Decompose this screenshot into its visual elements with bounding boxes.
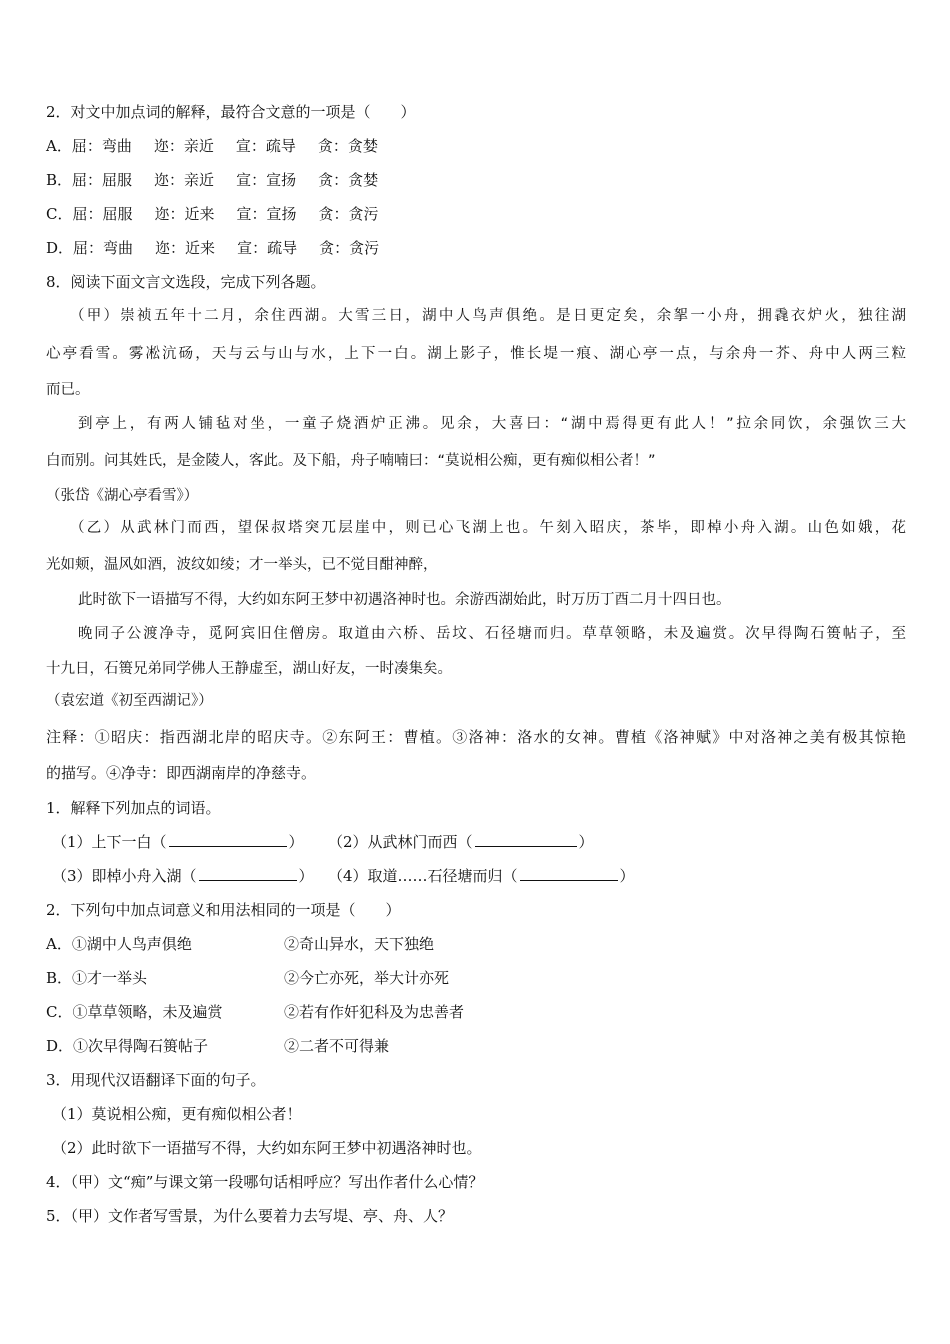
passage-yi-line: 十九日，石篑兄弟同学佛人王静虚至，湖山好友，一时凑集矣。	[46, 661, 452, 677]
q2-stem: 2．对文中加点词的解释，最符合文意的一项是（ ）	[46, 103, 416, 121]
sub5-stem: 5．（甲）文作者写雪景，为什么要着力去写堤、亭、舟、人？	[46, 1207, 454, 1225]
sub2-option-a[interactable]: A．①湖中人鸟声俱绝 ②奇山异水，天下独绝	[46, 935, 435, 953]
passage-jia-line: 而已。	[46, 382, 90, 398]
passage-jia-line: 到亭上，有两人铺毡对坐，一童子烧酒炉正沸。见余，大喜曰：“湖中焉得更有此人！”拉余同饮，余强饮三大	[78, 416, 906, 432]
passage-yi-line: 光如颊，温风如酒，波纹如绫；才一举头，已不觉目酣神醉，	[46, 557, 438, 573]
sub1-stem: 1．解释下列加点的词语。	[46, 799, 221, 817]
sub1-row: （2）从武林门而西（ ）	[328, 833, 594, 851]
answer-blank[interactable]	[199, 866, 297, 881]
sub2-option-b[interactable]: B．①才一举头 ②今亡亦死，举大计亦死	[46, 969, 450, 987]
q2-option-a[interactable]: A．屈：弯曲 迩：亲近 宣：疏导 贪：贪婪	[46, 137, 378, 155]
sub1-row: （1）上下一白（ ）	[52, 833, 304, 851]
sub3-stem: 3．用现代汉语翻译下面的句子。	[46, 1071, 266, 1089]
sub4-stem: 4．（甲）文“痴”与课文第一段哪句话相呼应？写出作者什么心情？	[46, 1173, 484, 1191]
sub1-row: （3）即棹小舟入湖（ ）	[52, 867, 314, 885]
sub2-stem: 2．下列句中加点词意义和用法相同的一项是（ ）	[46, 901, 401, 919]
passage-jia-line: 白而别。问其姓氏，是金陵人，客此。及下船，舟子喃喃曰：“莫说相公痴，更有痴似相公者！”	[46, 453, 656, 469]
answer-blank[interactable]	[169, 832, 287, 847]
sub3-item: （2）此时欲下一语描写不得，大约如东阿王梦中初遇洛神时也。	[52, 1139, 482, 1157]
passage-yi-line: （乙）从武林门而西，望保叔塔突兀层崖中，则已心飞湖上也。午刻入昭庆，茶毕，即棹小舟入湖。山色如娥，花	[70, 520, 906, 536]
sub2-option-c[interactable]: C．①草草领略，未及遍赏 ②若有作奸犯科及为忠善者	[46, 1003, 465, 1021]
q8-intro: 8．阅读下面文言文选段，完成下列各题。	[46, 273, 326, 291]
q2-option-c[interactable]: C．屈：屈服 迩：近来 宣：宣扬 贪：贪污	[46, 205, 379, 223]
passage-jia-line: 心亭看雪。雾凇沆砀，天与云与山与水，上下一白。湖上影子，惟长堤一痕、湖心亭一点，与余舟一芥、舟中人两三粒	[46, 346, 906, 362]
passage-yi-line: 晚同子公渡净寺，觅阿宾旧住僧房。取道由六桥、岳坟、石径塘而归。草草领略，未及遍赏。次早得陶石篑帖子，至	[78, 626, 906, 642]
passage-yi-source: （袁宏道《初至西湖记》）	[46, 693, 213, 709]
q2-option-b[interactable]: B．屈：屈服 迩：亲近 宣：宣扬 贪：贪婪	[46, 171, 379, 189]
notes-line: 的描写。④净寺：即西湖南岸的净慈寺。	[46, 764, 317, 782]
sub3-item: （1）莫说相公痴，更有痴似相公者！	[52, 1105, 302, 1123]
q2-option-d[interactable]: D．屈：弯曲 迩：近来 宣：疏导 贪：贪污	[46, 239, 380, 257]
passage-jia-line: （甲）崇祯五年十二月，余住西湖。大雪三日，湖中人鸟声俱绝。是日更定矣，余挐一小舟，拥毳衣炉火，独往湖	[70, 308, 906, 324]
passage-jia-source: （张岱《湖心亭看雪》）	[46, 488, 199, 504]
answer-blank[interactable]	[520, 866, 618, 881]
sub2-option-d[interactable]: D．①次早得陶石篑帖子 ②二者不可得兼	[46, 1037, 390, 1055]
answer-blank[interactable]	[475, 832, 577, 847]
sub1-row: （4）取道……石径塘而归（ ）	[328, 867, 635, 885]
notes-line: 注释：①昭庆：指西湖北岸的昭庆寺。②东阿王：曹植。③洛神：洛水的女神。曹植《洛神赋》中对洛神之美有极其惊艳	[46, 728, 906, 746]
passage-yi-line: 此时欲下一语描写不得，大约如东阿王梦中初遇洛神时也。余游西湖始此，时万历丁酉二月十四日也。	[78, 592, 731, 608]
